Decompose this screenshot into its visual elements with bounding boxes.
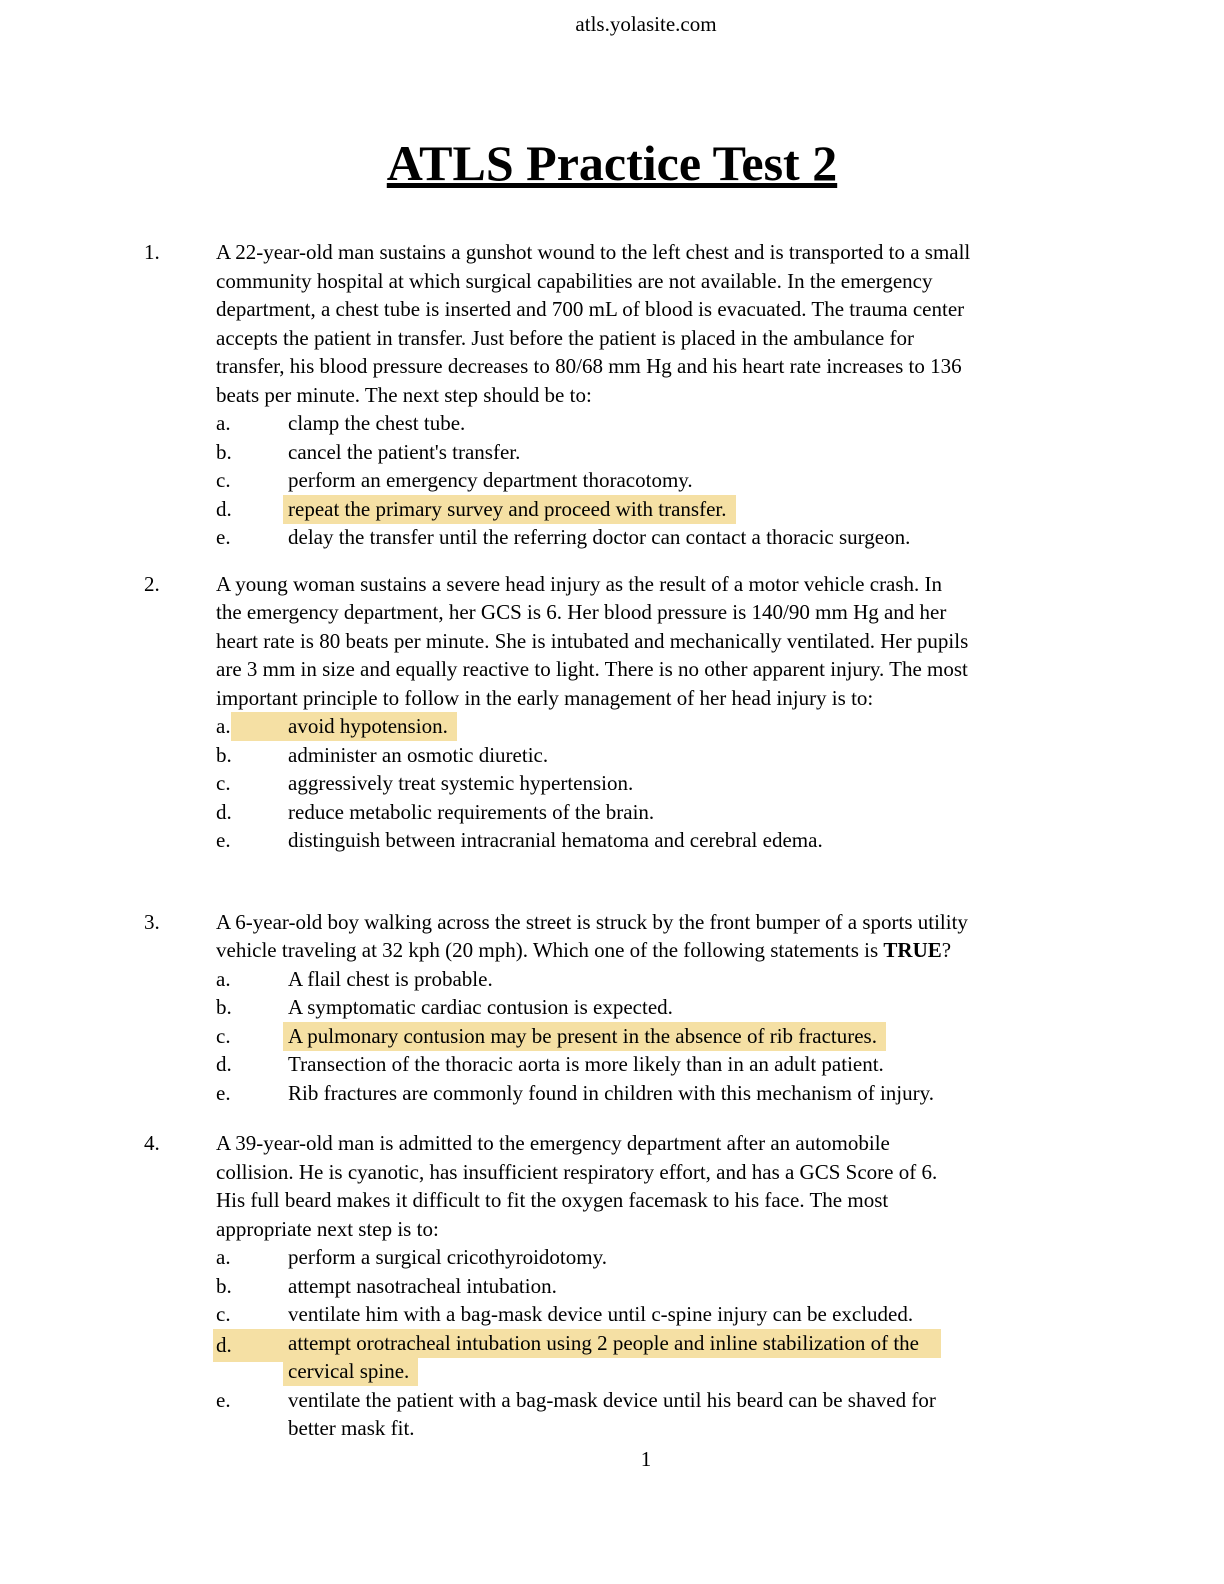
option-letter (216, 826, 288, 855)
option-line (288, 1300, 1080, 1329)
option-b (216, 993, 1224, 1022)
option-letter (216, 1050, 288, 1079)
option-line-text: perform a surgical cricothyroidotomy. (288, 1245, 607, 1269)
option-letter-text: e. (216, 1080, 231, 1105)
option-d (216, 798, 1224, 827)
page-title-text: ATLS Practice Test 2 (386, 135, 838, 191)
option-line (288, 1079, 1080, 1108)
option-e (216, 1079, 1224, 1108)
option-letter-text: c. (216, 771, 231, 795)
stem-line: A 6-year-old boy walking across the street is struck by the front bumper of a sports utility (216, 909, 968, 934)
page-number: 1 (640, 1447, 652, 1471)
option-text (288, 741, 1080, 770)
stem-line: the emergency department, her GCS is 6. Her blood pressure is 140/90 mm Hg and her (216, 600, 947, 624)
option-e (216, 826, 1224, 855)
option-letter-text: e. (216, 828, 231, 852)
option-line-text: ventilate him with a bag-mask device until c-spine injury can be excluded. (288, 1302, 914, 1326)
highlighted-answer: A pulmonary contusion may be present in the absence of rib fractures. (283, 1022, 886, 1051)
option-letter (216, 741, 288, 770)
option-line (288, 466, 1080, 495)
option-letter-text: c. (216, 468, 231, 492)
highlighted-answer: repeat the primary survey and proceed with transfer. (283, 495, 736, 524)
option-text (288, 523, 1080, 552)
option-text (288, 1329, 1080, 1386)
question-head (144, 908, 1224, 965)
stem-line: A 22-year-old man sustains a gunshot wound to the left chest and is transported to a small (216, 240, 971, 264)
stem-line: beats per minute. The next step should be to: (216, 382, 592, 407)
page-header (0, 11, 1224, 37)
option-letter-text: d. (216, 1052, 232, 1076)
stem-line: vehicle traveling at 32 kph (20 mph). Which one of the following statements is TRUE? (216, 938, 952, 962)
highlighted-answer: avoid hypotension. (231, 712, 457, 741)
option-line (288, 1272, 1080, 1301)
option-letter (216, 1300, 288, 1329)
option-line (288, 438, 1080, 467)
option-line-text: better mask fit. (288, 1416, 415, 1440)
question-head (144, 1129, 1224, 1243)
option-text (288, 438, 1080, 467)
question-stem (216, 908, 1080, 965)
option-text (288, 409, 1080, 438)
page-footer (0, 1446, 1224, 1472)
option-letter-text: a. (216, 1245, 231, 1269)
option-line (288, 495, 1080, 524)
option-line (288, 1386, 1080, 1415)
option-d (216, 1329, 1224, 1386)
option-line (288, 741, 1080, 770)
option-line (288, 965, 1080, 994)
question-head (144, 238, 1224, 409)
option-a (216, 409, 1224, 438)
option-letter-text: d. (216, 496, 232, 521)
option-text (288, 993, 1080, 1022)
question-number: 2. (144, 571, 160, 596)
option-line-text: A symptomatic cardiac contusion is expected. (288, 995, 673, 1019)
option-letter (216, 466, 288, 495)
option-text (288, 769, 1080, 798)
option-text (288, 1050, 1080, 1079)
option-text (288, 466, 1080, 495)
option-line (288, 993, 1080, 1022)
highlighted-answer: attempt orotracheal intubation using 2 people and inline stabilization of the (283, 1329, 941, 1358)
option-line (288, 712, 1080, 741)
option-letter-text: e. (216, 1387, 231, 1412)
option-letter (216, 1272, 288, 1301)
option-text (288, 1272, 1080, 1301)
question-3 (0, 908, 1224, 1108)
option-text (288, 1079, 1080, 1108)
option-line (288, 1050, 1080, 1079)
option-text (288, 826, 1080, 855)
page-title (0, 132, 1224, 194)
option-letter (216, 1243, 288, 1272)
option-letter (216, 769, 288, 798)
question-stem (216, 1129, 1080, 1243)
options-list (216, 409, 1224, 552)
option-a (216, 712, 1224, 741)
options-list (216, 965, 1224, 1108)
option-line-text: cancel the patient's transfer. (288, 439, 521, 464)
option-text (288, 495, 1080, 524)
stem-line: A young woman sustains a severe head injury as the result of a motor vehicle crash. In (216, 571, 943, 596)
option-letter-text: b. (216, 1273, 232, 1298)
option-line (288, 826, 1080, 855)
question-number: 3. (144, 909, 160, 934)
stem-line: community hospital at which surgical capabilities are not available. In the emergency (216, 268, 933, 293)
stem-line: are 3 mm in size and equally reactive to light. There is no other apparent injury. The most (216, 657, 968, 681)
option-line-text: A flail chest is probable. (288, 966, 493, 991)
option-line (288, 798, 1080, 827)
option-letter (216, 495, 288, 524)
option-letter-text: d. (213, 1329, 288, 1363)
stem-line: accepts the patient in transfer. Just before the patient is placed in the ambulance for (216, 325, 914, 350)
option-line-text: administer an osmotic diuretic. (288, 742, 549, 767)
question-number: 4. (144, 1131, 160, 1155)
highlighted-answer: cervical spine. (283, 1357, 418, 1386)
option-text (288, 965, 1080, 994)
stem-line: collision. He is cyanotic, has insufficient respiratory effort, and has a GCS Score of 6. (216, 1159, 938, 1184)
question-stem (216, 570, 1080, 713)
option-line-text: delay the transfer until the referring doctor can contact a thoracic surgeon. (288, 525, 911, 549)
options-list (216, 1243, 1224, 1443)
option-letter (216, 1079, 288, 1108)
stem-line: A 39-year-old man is admitted to the emergency department after an automobile (216, 1131, 890, 1155)
option-e (216, 1386, 1224, 1443)
option-a (216, 965, 1224, 994)
option-line (288, 1022, 1080, 1051)
option-line (288, 1414, 1080, 1443)
option-text (288, 798, 1080, 827)
options-list (216, 712, 1224, 855)
option-b (216, 741, 1224, 770)
option-d (216, 1050, 1224, 1079)
stem-line: transfer, his blood pressure decreases to 80/68 mm Hg and his heart rate increases to 136 (216, 354, 962, 378)
option-letter-text: c. (216, 1023, 231, 1048)
stem-line: heart rate is 80 beats per minute. She is intubated and mechanically ventilated. Her pupils (216, 628, 969, 653)
questions (0, 238, 1224, 1443)
option-letter (216, 1329, 288, 1386)
option-text (288, 1386, 1080, 1443)
question-1 (0, 238, 1224, 552)
option-letter-text: e. (216, 525, 231, 549)
option-c (216, 1022, 1224, 1051)
stem-line: important principle to follow in the early management of her head injury is to: (216, 685, 874, 710)
option-letter (216, 409, 288, 438)
option-letter (216, 798, 288, 827)
question-4 (0, 1129, 1224, 1443)
option-c (216, 466, 1224, 495)
option-letter-text: b. (216, 995, 232, 1019)
option-letter-text: c. (216, 1302, 231, 1326)
question-2 (0, 570, 1224, 855)
option-line (288, 1243, 1080, 1272)
question-head (144, 570, 1224, 713)
option-c (216, 1300, 1224, 1329)
option-letter-text: a. (216, 411, 231, 435)
stem-line: department, a chest tube is inserted and 700 mL of blood is evacuated. The trauma center (216, 297, 965, 321)
stem-line: appropriate next step is to: (216, 1216, 439, 1241)
option-line-text: distinguish between intracranial hematoma and cerebral edema. (288, 828, 823, 852)
option-letter (216, 1386, 288, 1443)
option-letter (216, 1022, 288, 1051)
option-a (216, 1243, 1224, 1272)
option-line-text: aggressively treat systemic hypertension. (288, 771, 634, 795)
option-line-text: Rib fractures are commonly found in children with this mechanism of injury. (288, 1080, 934, 1105)
option-text (288, 712, 1080, 741)
option-letter-text: a. (216, 966, 231, 991)
option-line-text: perform an emergency department thoracotomy. (288, 468, 693, 492)
option-letter (216, 438, 288, 467)
option-line (288, 769, 1080, 798)
option-b (216, 1272, 1224, 1301)
option-line (288, 409, 1080, 438)
stem-line: His full beard makes it difficult to fit the oxygen facemask to his face. The most (216, 1188, 889, 1212)
option-line-text: ventilate the patient with a bag-mask device until his beard can be shaved for (288, 1387, 936, 1412)
option-letter-text: d. (216, 799, 232, 824)
option-b (216, 438, 1224, 467)
option-e (216, 523, 1224, 552)
option-text (288, 1022, 1080, 1051)
question-number: 1. (144, 240, 160, 264)
header-site-url: atls.yolasite.com (575, 12, 717, 36)
option-line-text: reduce metabolic requirements of the brain. (288, 799, 655, 824)
option-line (288, 1329, 1080, 1358)
option-letter-text: b. (216, 742, 232, 767)
option-line (288, 1357, 1080, 1386)
option-letter-text: b. (216, 439, 232, 464)
option-letter (216, 993, 288, 1022)
option-letter (216, 523, 288, 552)
option-text (288, 1243, 1080, 1272)
option-line-text: clamp the chest tube. (288, 411, 466, 435)
option-d (216, 495, 1224, 524)
option-letter (216, 965, 288, 994)
question-stem (216, 238, 1080, 409)
option-letter-text: a. (216, 714, 231, 738)
option-line-text: Transection of the thoracic aorta is more likely than in an adult patient. (288, 1052, 884, 1076)
option-line (288, 523, 1080, 552)
option-line-text: attempt nasotracheal intubation. (288, 1273, 557, 1298)
option-c (216, 769, 1224, 798)
option-text (288, 1300, 1080, 1329)
